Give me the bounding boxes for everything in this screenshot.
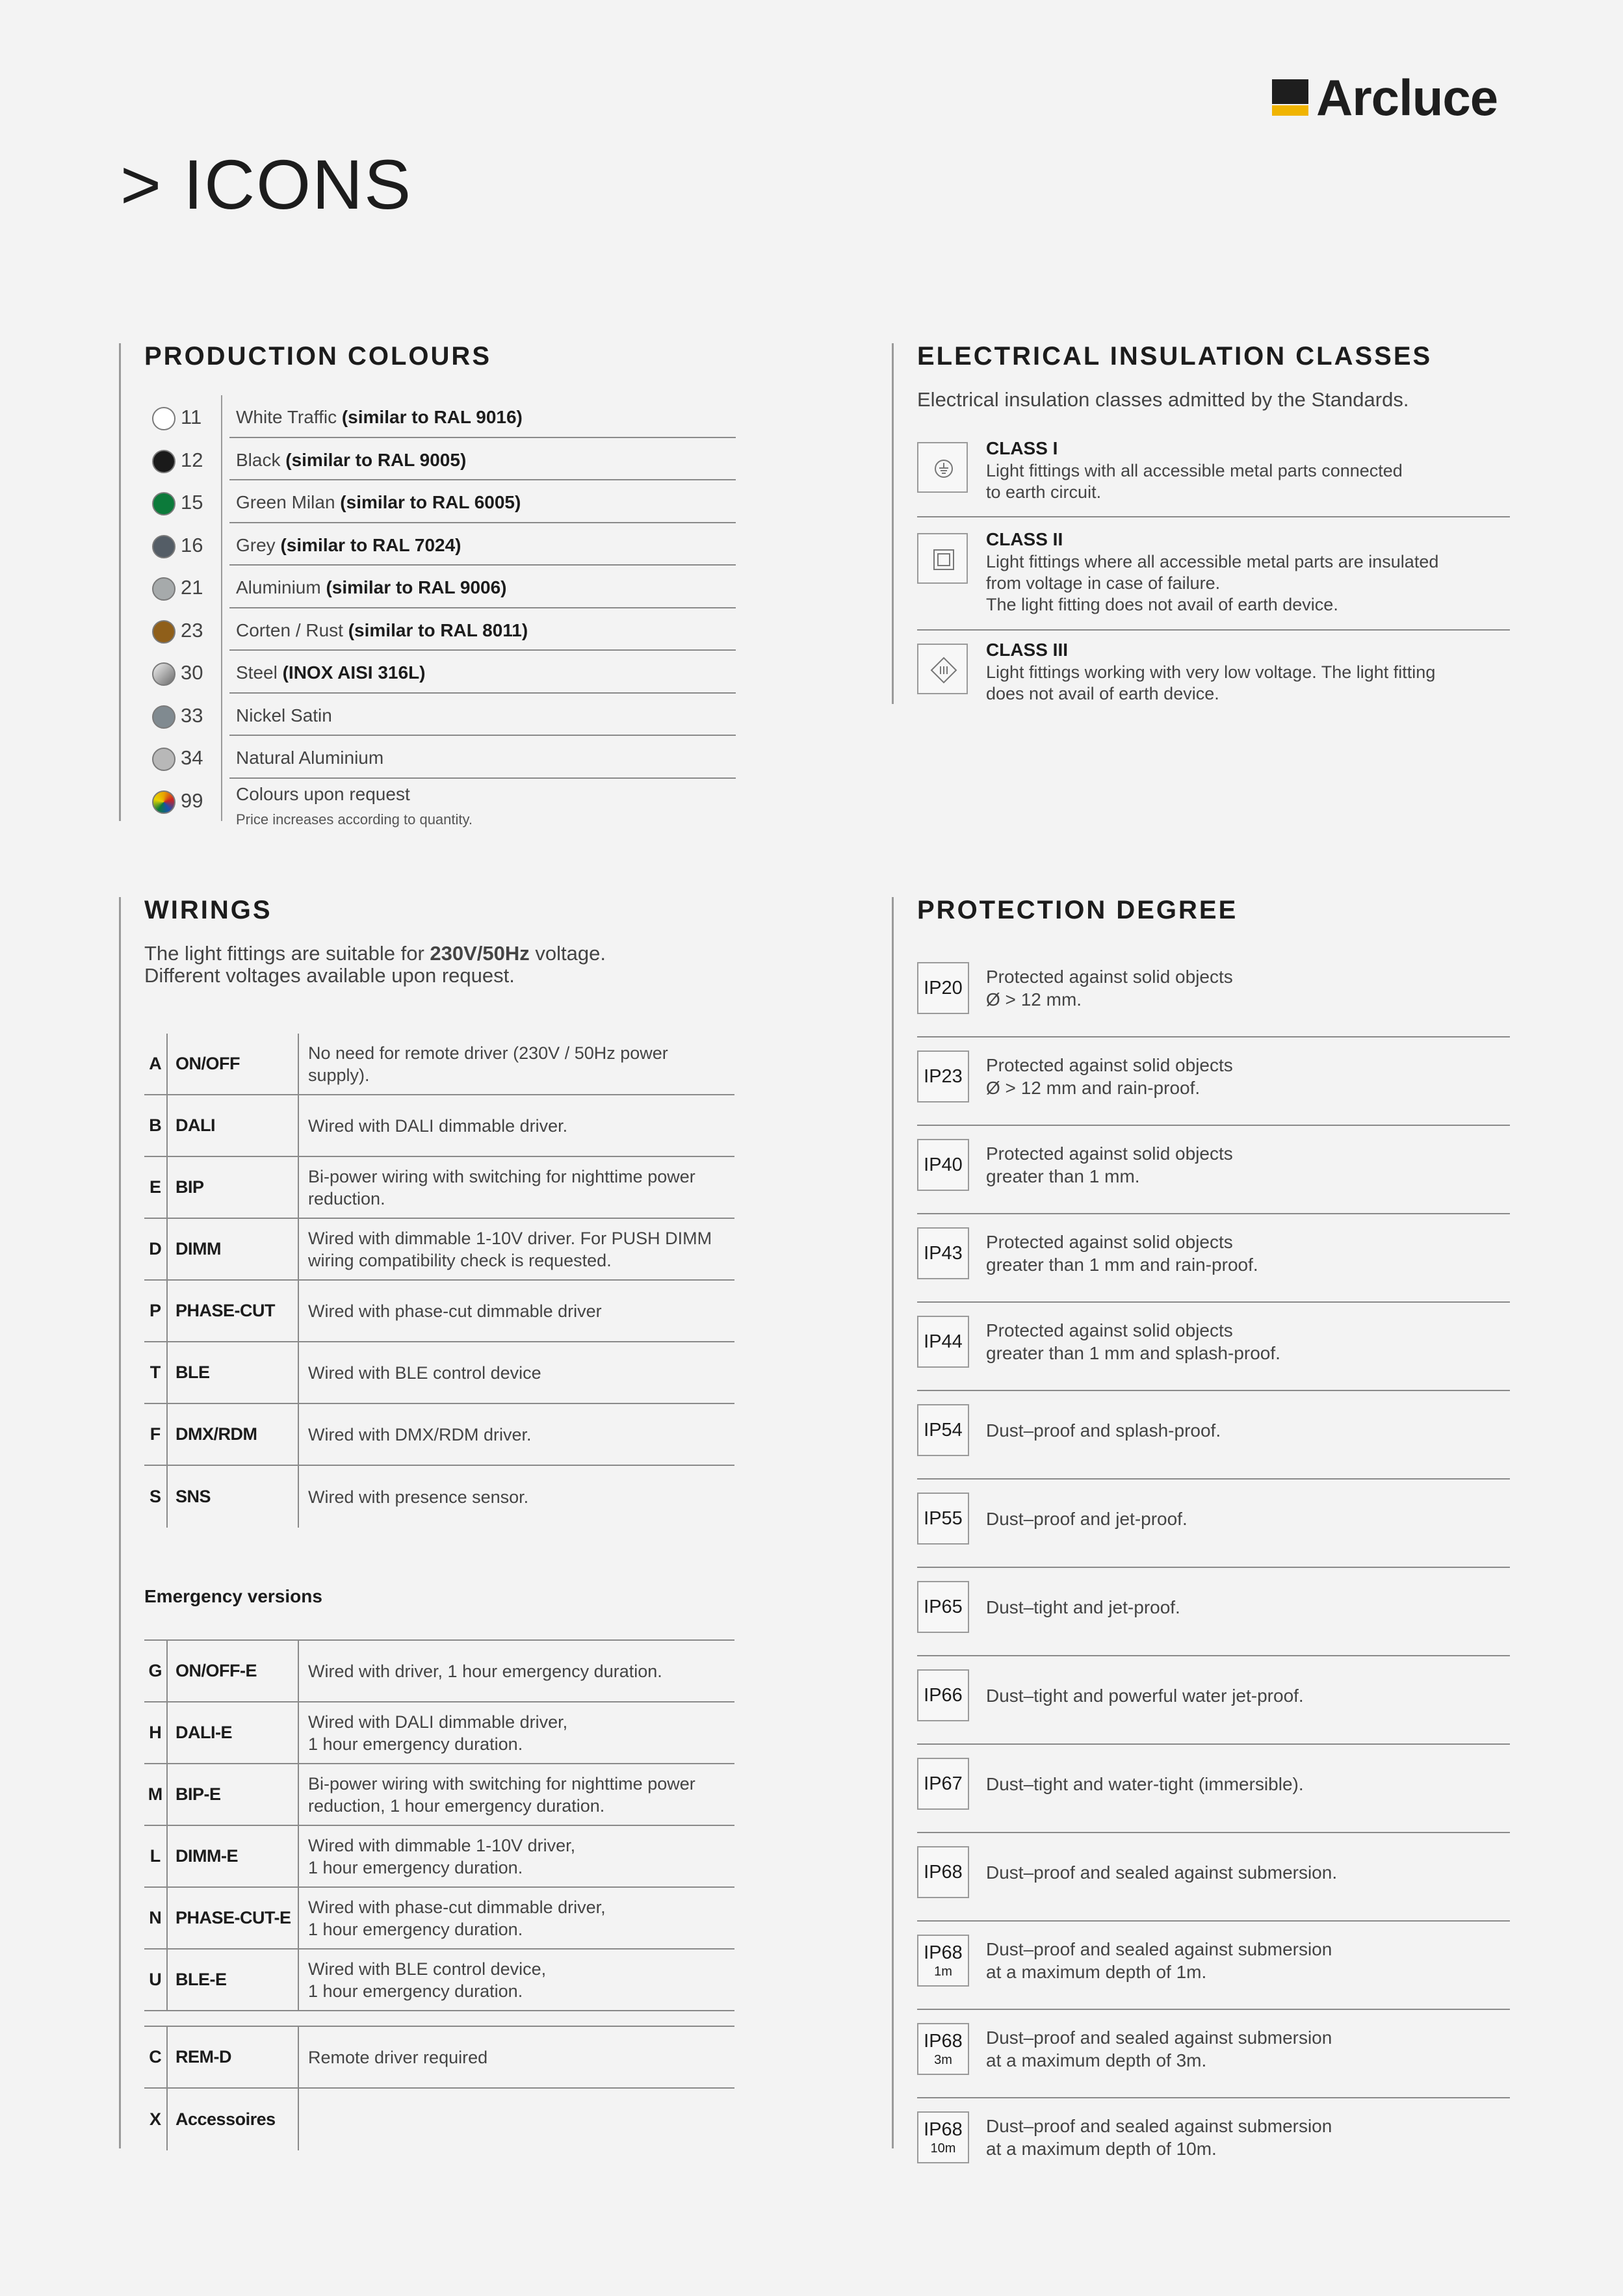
colour-swatch-icon xyxy=(152,662,175,686)
colour-name xyxy=(236,450,466,471)
class-description-line: Light fittings with all accessible metal parts connected xyxy=(986,461,1403,480)
wiring-description xyxy=(308,1095,734,1156)
wiring-label: BLE xyxy=(168,1342,299,1403)
ip-description-text xyxy=(986,2026,1332,2072)
wiring-row xyxy=(144,1281,734,1342)
wiring-description xyxy=(308,1342,734,1403)
colour-name-text: Colours upon request xyxy=(236,783,410,804)
wiring-label: BIP-E xyxy=(168,1764,299,1825)
class-description-line: The light fitting does not avail of earth device. xyxy=(986,595,1338,614)
wiring-description-text xyxy=(308,1227,712,1272)
protection-degree-section xyxy=(892,896,1509,2159)
ip-code: IP65 xyxy=(924,1596,963,1617)
class-title: CLASS II xyxy=(986,529,1063,549)
wiring-row xyxy=(144,1702,734,1764)
ip-description-line: Ø > 12 mm and rain-proof. xyxy=(986,1078,1201,1098)
ip-row xyxy=(917,2010,1510,2098)
wiring-letter: G xyxy=(144,1641,168,1701)
colour-ral: (similar to RAL 8011) xyxy=(348,620,528,640)
ip-badge-icon xyxy=(917,1139,969,1191)
colour-name xyxy=(236,748,383,768)
ip-description-text xyxy=(986,1419,1221,1442)
colour-row xyxy=(144,736,736,779)
wiring-description-line: Wired with dimmable 1-10V driver. For PUSH DIMM xyxy=(308,1228,712,1248)
wiring-row xyxy=(144,1157,734,1219)
wiring-row xyxy=(144,2027,734,2089)
ip-description-text xyxy=(986,1507,1188,1530)
wiring-description-text xyxy=(308,1362,541,1384)
extra-wiring-table xyxy=(144,2026,734,2150)
ip-description-line: Dust–proof and sealed against submersion xyxy=(986,1939,1332,1959)
wiring-description-line: Remote driver required xyxy=(308,2047,488,2067)
wiring-description-line: Wired with DMX/RDM driver. xyxy=(308,1424,532,1444)
ip-badge-icon xyxy=(917,1316,969,1368)
colour-note: Price increases according to quantity. xyxy=(236,811,473,828)
colour-code: 30 xyxy=(181,661,203,684)
wiring-description xyxy=(308,1826,734,1886)
colour-row xyxy=(144,608,736,651)
ip-description-line: Dust–proof and jet-proof. xyxy=(986,1508,1188,1529)
wiring-letter: M xyxy=(144,1764,168,1825)
ip-description xyxy=(986,1833,1506,1911)
insulation-class-row xyxy=(917,438,1510,511)
ip-row xyxy=(917,949,1510,1037)
ip-description xyxy=(986,2098,1506,2176)
class-description-line: Light fittings working with very low voltage. The light fitting xyxy=(986,662,1436,682)
row-divider xyxy=(917,516,1510,517)
ip-description-line: Protected against solid objects xyxy=(986,1143,1233,1164)
wiring-description-line: 1 hour emergency duration. xyxy=(308,1857,523,1877)
colour-ral: (similar to RAL 6005) xyxy=(340,492,521,512)
ip-description xyxy=(986,1656,1506,1734)
colour-name-text: Black xyxy=(236,449,286,470)
ip-description-line: Dust–tight and jet-proof. xyxy=(986,1597,1180,1617)
colour-swatch-icon xyxy=(152,705,175,729)
wiring-row xyxy=(144,1826,734,1888)
wiring-letter: D xyxy=(144,1219,168,1279)
ip-description-text xyxy=(986,1319,1280,1364)
class-title: CLASS III xyxy=(986,640,1069,660)
colour-row xyxy=(144,651,736,694)
ip-depth: 10m xyxy=(930,2141,956,2156)
colour-name xyxy=(236,662,426,683)
colour-row xyxy=(144,566,736,608)
wiring-description-line: reduction. xyxy=(308,1188,385,1208)
intro-text-end: voltage. xyxy=(529,942,606,965)
wiring-row xyxy=(144,1342,734,1404)
wiring-label: ON/OFF-E xyxy=(168,1641,299,1701)
intro-text: The light fittings are suitable for xyxy=(144,942,430,965)
ip-badge-icon xyxy=(917,1935,969,1987)
wiring-table xyxy=(144,1034,734,1528)
wiring-description xyxy=(308,1034,734,1094)
ip-code: IP68 xyxy=(924,1861,963,1883)
ip-badge-icon xyxy=(917,1493,969,1545)
wiring-row xyxy=(144,2089,734,2150)
ip-description-text xyxy=(986,1938,1332,1983)
production-colours-section xyxy=(119,342,769,828)
colour-ral: (similar to RAL 7024) xyxy=(280,534,461,555)
colour-code: 23 xyxy=(181,618,203,642)
wiring-row xyxy=(144,1466,734,1528)
ip-row xyxy=(917,1480,1510,1568)
wiring-label: Accessoires xyxy=(168,2089,299,2150)
ip-description-line: greater than 1 mm. xyxy=(986,1166,1140,1186)
wiring-letter: B xyxy=(144,1095,168,1156)
wiring-description xyxy=(308,1219,734,1279)
wiring-letter: E xyxy=(144,1157,168,1218)
wiring-label: DIMM-E xyxy=(168,1826,299,1886)
wiring-description-text xyxy=(308,1660,662,1682)
colour-ral: (similar to RAL 9005) xyxy=(285,449,467,470)
ip-badge-icon xyxy=(917,1581,969,1633)
ip-description-line: Dust–proof and sealed against submersion xyxy=(986,2116,1332,2136)
wiring-row xyxy=(144,1888,734,1950)
wiring-description-text xyxy=(308,1958,546,2002)
wiring-description-line: wiring compatibility check is requested. xyxy=(308,1250,612,1270)
wiring-description xyxy=(308,1157,734,1218)
ip-depth: 1m xyxy=(934,1964,952,1979)
ip-badge-icon xyxy=(917,1669,969,1721)
wiring-letter: P xyxy=(144,1281,168,1341)
ip-row xyxy=(917,1568,1510,1656)
wiring-label: PHASE-CUT-E xyxy=(168,1888,299,1948)
colour-row xyxy=(144,523,736,566)
wiring-description-line: Bi-power wiring with switching for nighttime power xyxy=(308,1166,695,1186)
wiring-description-line: supply). xyxy=(308,1065,370,1085)
electrical-insulation-section xyxy=(892,343,1509,704)
class-description xyxy=(986,460,1506,503)
ip-description-line: Dust–proof and sealed against submersion xyxy=(986,2028,1332,2048)
ip-row xyxy=(917,1037,1510,1126)
wiring-description-line: Wired with BLE control device xyxy=(308,1363,541,1383)
ip-badge-icon xyxy=(917,1227,969,1279)
wiring-description-line: 1 hour emergency duration. xyxy=(308,1734,523,1754)
colour-row xyxy=(144,438,736,481)
colour-code: 21 xyxy=(181,576,203,599)
wiring-letter: A xyxy=(144,1034,168,1094)
wiring-description-line: Wired with DALI dimmable driver. xyxy=(308,1115,568,1136)
ip-description-text xyxy=(986,1054,1233,1099)
ip-badge-icon xyxy=(917,1846,969,1898)
wiring-letter: S xyxy=(144,1466,168,1528)
wiring-row xyxy=(144,1404,734,1466)
ip-description xyxy=(986,1480,1506,1558)
ip-code: IP68 xyxy=(924,2119,963,2140)
colour-row xyxy=(144,779,736,828)
wiring-label: DIMM xyxy=(168,1219,299,1279)
section-title: PROTECTION DEGREE xyxy=(917,896,1238,924)
colour-code: 99 xyxy=(181,789,203,812)
page-title: > ICONS xyxy=(120,145,413,224)
ip-row xyxy=(917,1833,1510,1922)
wiring-label: BIP xyxy=(168,1157,299,1218)
wiring-letter: T xyxy=(144,1342,168,1403)
ip-description xyxy=(986,1745,1506,1823)
colour-list xyxy=(144,395,736,828)
wiring-description-line: Wired with driver, 1 hour emergency duration. xyxy=(308,1661,662,1681)
ip-row xyxy=(917,2098,1510,2187)
colour-ral: (INOX AISI 316L) xyxy=(282,662,426,683)
ip-description-line: Dust–tight and powerful water jet-proof. xyxy=(986,1685,1304,1706)
wiring-label: BLE-E xyxy=(168,1950,299,2010)
ip-row xyxy=(917,1214,1510,1303)
wiring-description-text xyxy=(308,1834,575,1879)
logo-mark-icon xyxy=(1272,79,1308,116)
ip-description-line: at a maximum depth of 10m. xyxy=(986,2139,1217,2159)
wiring-description-text xyxy=(308,1896,606,1940)
ip-description-line: at a maximum depth of 3m. xyxy=(986,2050,1207,2070)
insulation-class-row xyxy=(917,529,1510,624)
ip-description xyxy=(986,1037,1506,1115)
ip-description-line: Dust–proof and sealed against submersion. xyxy=(986,1862,1338,1883)
wirings-intro xyxy=(144,943,606,987)
ip-row xyxy=(917,1656,1510,1745)
colour-row xyxy=(144,395,736,438)
wiring-letter: U xyxy=(144,1950,168,2010)
ip-description-line: greater than 1 mm and rain-proof. xyxy=(986,1255,1258,1275)
colour-code: 16 xyxy=(181,533,203,556)
wiring-row xyxy=(144,1950,734,2011)
colour-name xyxy=(236,620,528,641)
ip-description xyxy=(986,1568,1506,1646)
colour-ral: (similar to RAL 9006) xyxy=(326,577,507,597)
ip-description xyxy=(986,1922,1506,2000)
ip-code: IP68 xyxy=(924,1942,963,1963)
wiring-description-line: 1 hour emergency duration. xyxy=(308,1919,523,1939)
ip-code: IP23 xyxy=(924,1065,963,1087)
section-title: ELECTRICAL INSULATION CLASSES xyxy=(917,342,1433,371)
wiring-letter: H xyxy=(144,1702,168,1763)
wiring-label: REM-D xyxy=(168,2027,299,2087)
colour-name-text: Aluminium xyxy=(236,577,326,597)
emergency-title: Emergency versions xyxy=(144,1586,322,1606)
colour-code: 15 xyxy=(181,491,203,514)
ip-description-text xyxy=(986,1684,1304,1707)
ip-description-text xyxy=(986,2115,1332,2160)
wiring-description-text xyxy=(308,1486,528,1508)
wiring-label: DALI-E xyxy=(168,1702,299,1763)
colour-name xyxy=(236,407,523,428)
wiring-row xyxy=(144,1095,734,1157)
wiring-description-line: Wired with phase-cut dimmable driver, xyxy=(308,1897,606,1917)
class-description xyxy=(986,662,1506,705)
wiring-label: ON/OFF xyxy=(168,1034,299,1094)
class-title: CLASS I xyxy=(986,438,1058,458)
ip-code: IP54 xyxy=(924,1419,963,1441)
wiring-letter: F xyxy=(144,1404,168,1465)
colour-name xyxy=(236,577,507,598)
row-divider xyxy=(917,629,1510,631)
colour-ral: (similar to RAL 9016) xyxy=(341,407,523,427)
wiring-description-text xyxy=(308,2046,487,2068)
wiring-description xyxy=(308,1281,734,1341)
wiring-description-text xyxy=(308,1424,532,1446)
ip-row xyxy=(917,1922,1510,2010)
diamond-iii-icon xyxy=(917,644,968,694)
wiring-row xyxy=(144,1034,734,1095)
colour-swatch-icon xyxy=(152,790,175,814)
wiring-label: PHASE-CUT xyxy=(168,1281,299,1341)
wiring-description-line: No need for remote driver (230V / 50Hz power xyxy=(308,1043,668,1063)
class-description-line: from voltage in case of failure. xyxy=(986,573,1221,593)
intro-line2: Different voltages available upon request. xyxy=(144,964,515,987)
section-title: WIRINGS xyxy=(144,896,272,924)
section-subtitle: Electrical insulation classes admitted by the Standards. xyxy=(917,388,1409,411)
wiring-letter: C xyxy=(144,2027,168,2087)
wiring-row xyxy=(144,1641,734,1702)
colour-name xyxy=(236,784,410,805)
earth-icon xyxy=(917,442,968,493)
ip-badge-icon xyxy=(917,2023,969,2075)
ip-description-line: at a maximum depth of 1m. xyxy=(986,1962,1207,1982)
brand-name: Arcluce xyxy=(1316,69,1498,126)
colour-name xyxy=(236,492,521,513)
wiring-description-text xyxy=(308,1773,695,1817)
wiring-letter: N xyxy=(144,1888,168,1948)
colour-name-text: Natural Aluminium xyxy=(236,748,384,768)
ip-row xyxy=(917,1745,1510,1833)
colour-name-text: Grey xyxy=(236,534,281,555)
colour-swatch-icon xyxy=(152,450,175,473)
wiring-label: DMX/RDM xyxy=(168,1404,299,1465)
wiring-description xyxy=(308,1764,734,1825)
wiring-row xyxy=(144,1764,734,1826)
ip-row xyxy=(917,1391,1510,1480)
ip-description-text xyxy=(986,1231,1258,1276)
colour-code: 33 xyxy=(181,703,203,727)
wirings-section xyxy=(119,897,769,2148)
double-square-icon xyxy=(917,533,968,584)
brand-logo xyxy=(1272,69,1498,126)
ip-badge-icon xyxy=(917,1050,969,1102)
colour-swatch-icon xyxy=(152,748,175,771)
ip-description xyxy=(986,949,1506,1027)
colour-name-text: White Traffic xyxy=(236,407,342,427)
ip-description-text xyxy=(986,1861,1337,1884)
wiring-letter: L xyxy=(144,1826,168,1886)
ip-description xyxy=(986,1391,1506,1469)
ip-badge-icon xyxy=(917,2111,969,2163)
colour-name xyxy=(236,535,461,556)
wiring-label: DALI xyxy=(168,1095,299,1156)
section-title: PRODUCTION COLOURS xyxy=(144,342,491,371)
wiring-description xyxy=(308,1404,734,1465)
wiring-description-line: Wired with presence sensor. xyxy=(308,1487,529,1507)
wiring-description-text xyxy=(308,1042,668,1086)
wiring-row xyxy=(144,1219,734,1281)
ip-row xyxy=(917,1303,1510,1391)
ip-code: IP40 xyxy=(924,1154,963,1175)
colour-name-text: Nickel Satin xyxy=(236,705,332,725)
wiring-description-line: Bi-power wiring with switching for nighttime power xyxy=(308,1773,695,1794)
class-description xyxy=(986,551,1506,616)
colour-code: 12 xyxy=(181,448,203,471)
class-description-line: Light fittings where all accessible metal parts are insulated xyxy=(986,552,1439,571)
wiring-description xyxy=(308,2027,734,2087)
ip-row xyxy=(917,1126,1510,1214)
colour-name-text: Green Milan xyxy=(236,492,341,512)
wiring-label: SNS xyxy=(168,1466,299,1528)
ip-description-line: Protected against solid objects xyxy=(986,1232,1233,1252)
colour-name xyxy=(236,705,332,726)
ip-description-line: Protected against solid objects xyxy=(986,967,1233,987)
ip-description-text xyxy=(986,965,1233,1011)
intro-voltage: 230V/50Hz xyxy=(430,942,530,965)
wiring-description-line: Wired with phase-cut dimmable driver xyxy=(308,1301,602,1321)
wiring-description-text xyxy=(308,1711,567,1755)
wiring-description-text xyxy=(308,1300,602,1322)
ip-code: IP55 xyxy=(924,1507,963,1529)
ip-code: IP68 xyxy=(924,2030,963,2052)
colour-swatch-icon xyxy=(152,620,175,644)
ip-description xyxy=(986,1214,1506,1292)
ip-badge-icon xyxy=(917,1758,969,1810)
colour-swatch-icon xyxy=(152,407,175,430)
wiring-description xyxy=(308,1641,734,1701)
wiring-description-line: Wired with DALI dimmable driver, xyxy=(308,1712,568,1732)
colour-code: 34 xyxy=(181,746,203,769)
emergency-wiring-table xyxy=(144,1639,734,2011)
ip-description xyxy=(986,1303,1506,1381)
insulation-class-row xyxy=(917,640,1510,712)
colour-swatch-icon xyxy=(152,535,175,558)
ip-badge-icon xyxy=(917,1404,969,1456)
ip-code: IP66 xyxy=(924,1684,963,1706)
ip-description-line: Ø > 12 mm. xyxy=(986,989,1082,1010)
wiring-description-text xyxy=(308,1115,567,1137)
wiring-description xyxy=(308,1702,734,1763)
wiring-description-text xyxy=(308,1166,695,1210)
ip-depth: 3m xyxy=(934,2052,952,2067)
ip-description-line: greater than 1 mm and splash-proof. xyxy=(986,1343,1280,1363)
ip-description-text xyxy=(986,1596,1180,1619)
wiring-description xyxy=(308,1466,734,1528)
wiring-letter: X xyxy=(144,2089,168,2150)
colour-swatch-icon xyxy=(152,577,175,601)
ip-code: IP43 xyxy=(924,1242,963,1264)
ip-description xyxy=(986,1126,1506,1204)
wiring-description xyxy=(308,1888,734,1948)
wiring-description xyxy=(308,2089,734,2150)
ip-code: IP44 xyxy=(924,1331,963,1352)
ip-description-line: Protected against solid objects xyxy=(986,1320,1233,1340)
colour-row xyxy=(144,480,736,523)
wiring-description-line: 1 hour emergency duration. xyxy=(308,1981,523,2001)
wiring-description-line: reduction, 1 hour emergency duration. xyxy=(308,1795,605,1816)
wiring-description-line: Wired with dimmable 1-10V driver, xyxy=(308,1835,576,1855)
colour-name-text: Steel xyxy=(236,662,283,683)
ip-badge-icon xyxy=(917,962,969,1014)
colour-row xyxy=(144,694,736,737)
ip-description-line: Dust–proof and splash-proof. xyxy=(986,1420,1221,1441)
class-description-line: does not avail of earth device. xyxy=(986,684,1219,703)
ip-code: IP20 xyxy=(924,977,963,998)
ip-description xyxy=(986,2010,1506,2088)
colour-swatch-icon xyxy=(152,492,175,515)
ip-description-line: Dust–tight and water-tight (immersible). xyxy=(986,1773,1304,1794)
ip-description-text xyxy=(986,1773,1304,1795)
wiring-description xyxy=(308,1950,734,2010)
ip-description-text xyxy=(986,1142,1233,1188)
wiring-description-line: Wired with BLE control device, xyxy=(308,1959,547,1979)
colour-name-text: Corten / Rust xyxy=(236,620,348,640)
class-description-line: to earth circuit. xyxy=(986,482,1102,502)
colour-code: 11 xyxy=(181,406,202,428)
ip-description-line: Protected against solid objects xyxy=(986,1055,1233,1075)
ip-code: IP67 xyxy=(924,1773,963,1794)
